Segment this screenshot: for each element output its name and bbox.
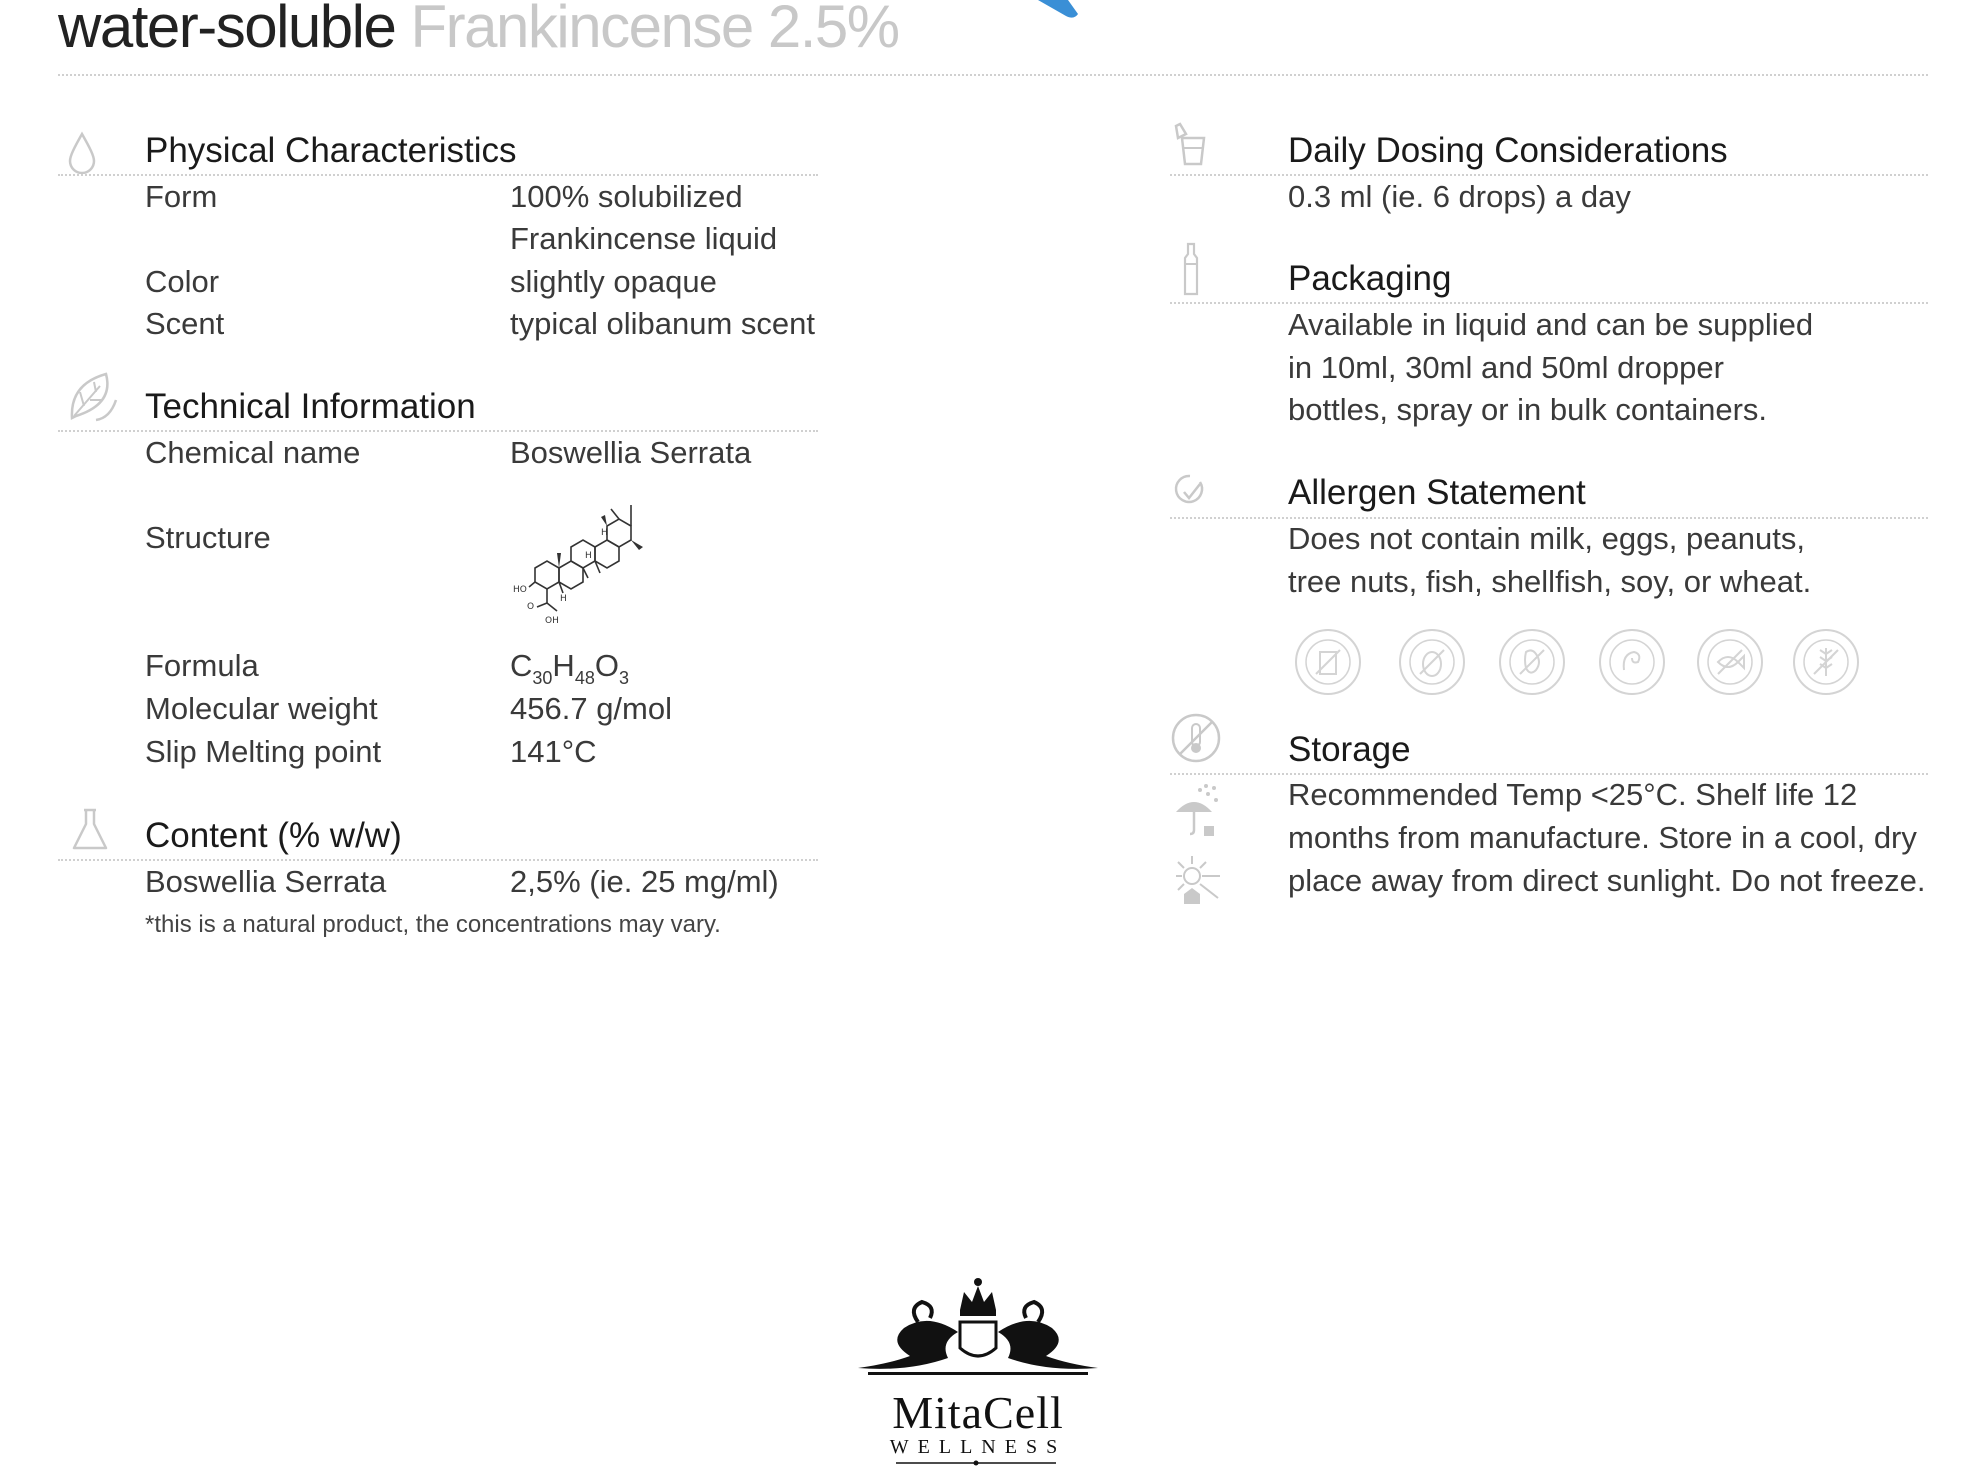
allergen-heading: Allergen Statement — [1288, 473, 1586, 512]
formula-c: C — [510, 648, 533, 683]
flask-icon — [70, 806, 110, 852]
h-label-1: H — [560, 594, 567, 604]
ho-label: HO — [513, 585, 527, 595]
brand-name: MitaCell — [892, 1387, 1064, 1438]
title-divider — [58, 74, 1928, 76]
droplet-icon — [64, 130, 100, 174]
molecular-weight-value: 456.7 g/mol — [510, 691, 672, 726]
storage-line-2: months from manufacture. Store in a cool, dry — [1288, 820, 1917, 855]
allergen-line-2: tree nuts, fish, shellfish, soy, or wheat. — [1288, 564, 1812, 599]
o-label: O — [527, 602, 535, 612]
packaging-heading: Packaging — [1288, 259, 1452, 298]
chemical-name-value: Boswellia Serrata — [510, 435, 752, 470]
bottle-icon — [1178, 242, 1204, 298]
formula-o: O — [594, 648, 619, 683]
egg-free-icon — [1398, 628, 1466, 696]
formula-h: H — [552, 648, 575, 683]
molecular-structure-diagram — [505, 495, 655, 635]
content-heading: Content (% w/w) — [145, 816, 402, 855]
fish-free-icon — [1696, 628, 1764, 696]
cup-icon — [1168, 120, 1212, 168]
structure-label: Structure — [145, 520, 271, 555]
sun-box-icon — [1170, 852, 1224, 906]
check-drop-icon — [1170, 470, 1210, 512]
brand-tagline: WELLNESS — [889, 1436, 1067, 1458]
form-value-line2: Frankincense liquid — [510, 221, 778, 256]
chemical-name-label: Chemical name — [145, 435, 361, 470]
color-value: slightly opaque — [510, 264, 717, 299]
title-main: water-soluble — [58, 0, 396, 60]
brand-crest-logo — [848, 1272, 1108, 1392]
formula-h-count: 48 — [574, 668, 595, 688]
content-label: Boswellia Serrata — [145, 864, 387, 899]
packaging-line-3: bottles, spray or in bulk containers. — [1288, 392, 1768, 427]
packaging-line-1: Available in liquid and can be supplied — [1288, 307, 1814, 342]
shellfish-free-icon — [1598, 628, 1666, 696]
leaf-icon — [66, 368, 122, 424]
dosing-heading: Daily Dosing Considerations — [1288, 131, 1728, 170]
formula-c-count: 30 — [532, 668, 553, 688]
brand-underline-flourish — [896, 1460, 1056, 1466]
packaging-line-2: in 10ml, 30ml and 50ml dropper — [1288, 350, 1724, 385]
dosing-text: 0.3 ml (ie. 6 drops) a day — [1288, 179, 1631, 214]
melting-point-value: 141°C — [510, 734, 597, 769]
thermometer-snowflake-icon — [1170, 712, 1222, 764]
formula-value — [510, 645, 629, 687]
melting-point-label: Slip Melting point — [145, 734, 382, 769]
storage-line-3: place away from direct sunlight. Do not freeze. — [1288, 863, 1926, 898]
formula-label: Formula — [145, 648, 259, 683]
allergen-line-1: Does not contain milk, eggs, peanuts, — [1288, 521, 1805, 556]
content-value: 2,5% (ie. 25 mg/ml) — [510, 864, 779, 899]
oh-label: OH — [545, 616, 559, 626]
storage-line-1: Recommended Temp <25°C. Shelf life 12 — [1288, 777, 1858, 812]
h-label-2: H — [585, 551, 592, 561]
scent-value: typical olibanum scent — [510, 306, 815, 341]
form-value: 100% solubilized — [510, 179, 743, 214]
molecular-weight-label: Molecular weight — [145, 691, 378, 726]
dropper-graphic-icon — [1010, 0, 1090, 22]
h-label-3: H — [601, 528, 608, 538]
storage-heading: Storage — [1288, 730, 1411, 769]
scent-label: Scent — [145, 306, 225, 341]
page-title — [58, 0, 899, 66]
gluten-free-icon — [1792, 628, 1860, 696]
title-sub: Frankincense 2.5% — [410, 0, 899, 60]
physical-heading: Physical Characteristics — [145, 131, 517, 170]
form-label: Form — [145, 179, 218, 214]
technical-heading: Technical Information — [145, 387, 476, 426]
color-label: Color — [145, 264, 220, 299]
peanut-free-icon — [1498, 628, 1566, 696]
umbrella-rain-icon — [1170, 784, 1222, 840]
formula-o-count: 3 — [618, 668, 629, 688]
content-note: *this is a natural product, the concentrations may vary. — [145, 911, 721, 938]
dairy-free-icon — [1294, 628, 1362, 696]
